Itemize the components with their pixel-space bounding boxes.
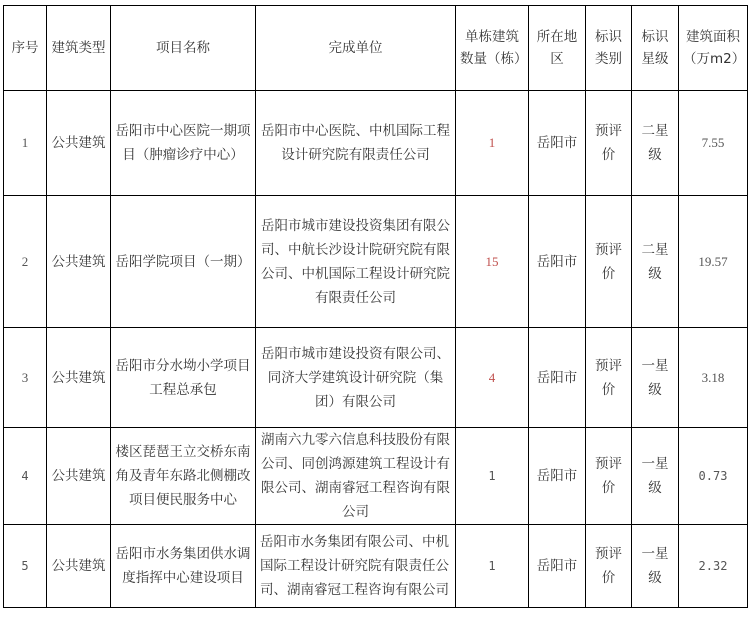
cell-region: 岳阳市: [529, 328, 586, 428]
table-row: [4, 428, 748, 525]
cell-star: 一星级: [632, 328, 679, 428]
cell-type: 公共建筑: [47, 428, 111, 525]
cell-no: 3: [4, 328, 47, 428]
cell-name: 岳阳市中心医院一期项目（肿瘤诊疗中心）: [111, 91, 256, 196]
cell-type: 公共建筑: [47, 196, 111, 328]
cell-star: 一星级: [632, 525, 679, 608]
cell-type: 公共建筑: [47, 328, 111, 428]
cell-star: 一星级: [632, 428, 679, 525]
cell-count: 1: [456, 525, 529, 608]
cell-count: 1: [456, 91, 529, 196]
cell-area: 7.55: [679, 91, 748, 196]
header-category: 标识类别: [586, 6, 632, 91]
cell-region: 岳阳市: [529, 91, 586, 196]
cell-area: 19.57: [679, 196, 748, 328]
cell-area: 3.18: [679, 328, 748, 428]
cell-unit: 岳阳市中心医院、中机国际工程设计研究院有限责任公司: [256, 91, 456, 196]
header-type: 建筑类型: [47, 6, 111, 91]
cell-unit: 岳阳市水务集团有限公司、中机国际工程设计研究院有限责任公司、湖南睿冠工程咨询有限公司: [256, 525, 456, 608]
cell-no: 4: [4, 428, 47, 525]
cell-unit: 岳阳市城市建设投资有限公司、同济大学建筑设计研究院（集团）有限公司: [256, 328, 456, 428]
table-row: [4, 525, 748, 608]
header-count: 单栋建筑数量（栋）: [456, 6, 529, 91]
cell-no: 1: [4, 91, 47, 196]
cell-region: 岳阳市: [529, 525, 586, 608]
header-row: [4, 6, 748, 91]
cell-area: 2.32: [679, 525, 748, 608]
cell-unit: 岳阳市城市建设投资集团有限公司、中航长沙设计院研究院有限公司、中机国际工程设计研究院有限责任公司: [256, 196, 456, 328]
cell-area: 0.73: [679, 428, 748, 525]
cell-region: 岳阳市: [529, 428, 586, 525]
cell-unit: 湖南六九零六信息科技股份有限公司、同创鸿源建筑工程设计有限公司、湖南睿冠工程咨询有限公司: [256, 428, 456, 525]
cell-type: 公共建筑: [47, 91, 111, 196]
cell-name: 楼区琵琶王立交桥东南角及青年东路北侧棚改项目便民服务中心: [111, 428, 256, 525]
cell-category: 预评价: [586, 196, 632, 328]
green-building-table: [3, 5, 748, 608]
header-area: 建筑面积（万m2）: [679, 6, 748, 91]
cell-count: 15: [456, 196, 529, 328]
header-star: 标识星级: [632, 6, 679, 91]
cell-category: 预评价: [586, 328, 632, 428]
table-row: [4, 328, 748, 428]
cell-region: 岳阳市: [529, 196, 586, 328]
cell-name: 岳阳市水务集团供水调度指挥中心建设项目: [111, 525, 256, 608]
cell-star: 二星级: [632, 91, 679, 196]
cell-name: 岳阳学院项目（一期）: [111, 196, 256, 328]
cell-category: 预评价: [586, 525, 632, 608]
header-region: 所在地区: [529, 6, 586, 91]
cell-no: 5: [4, 525, 47, 608]
cell-star: 二星级: [632, 196, 679, 328]
header-no: 序号: [4, 6, 47, 91]
cell-category: 预评价: [586, 428, 632, 525]
cell-no: 2: [4, 196, 47, 328]
cell-type: 公共建筑: [47, 525, 111, 608]
cell-count: 1: [456, 428, 529, 525]
cell-category: 预评价: [586, 91, 632, 196]
cell-count: 4: [456, 328, 529, 428]
table-row: [4, 91, 748, 196]
cell-name: 岳阳市分水坳小学项目工程总承包: [111, 328, 256, 428]
table-row: [4, 196, 748, 328]
header-unit: 完成单位: [256, 6, 456, 91]
header-name: 项目名称: [111, 6, 256, 91]
